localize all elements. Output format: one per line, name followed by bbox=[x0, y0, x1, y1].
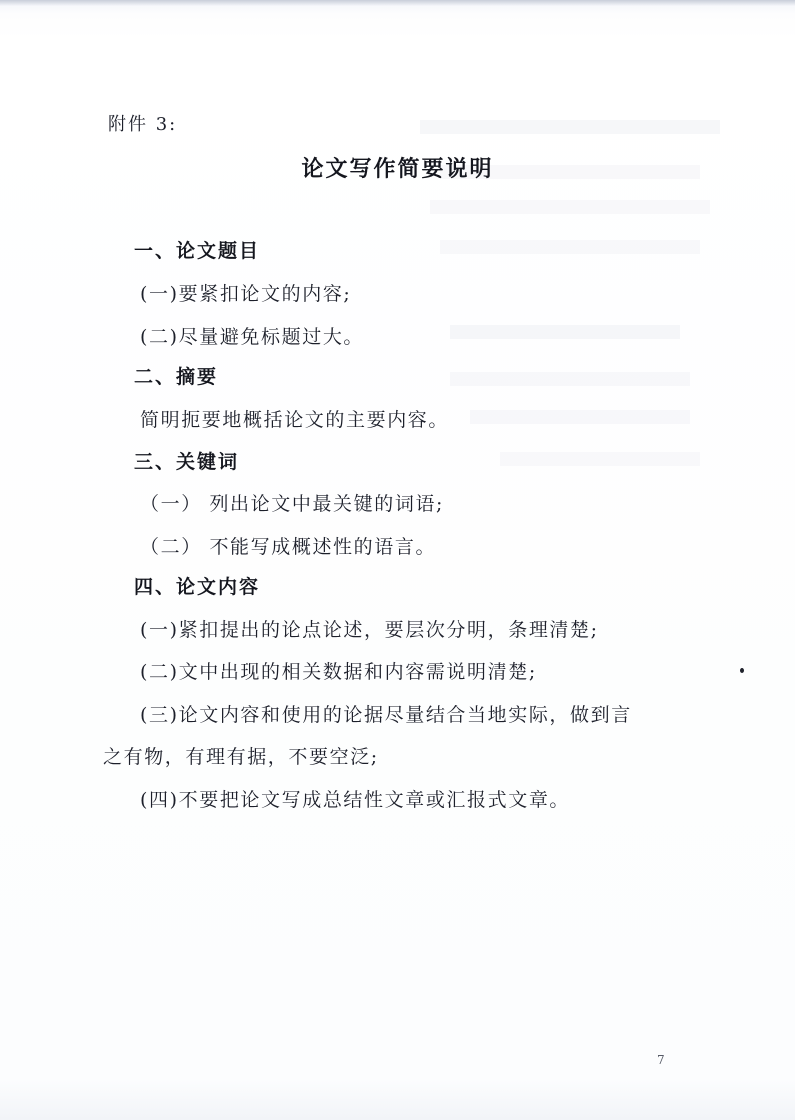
section-line: (二)文中出现的相关数据和内容需说明清楚; bbox=[140, 661, 537, 683]
section-heading: 一、论文题目 bbox=[134, 240, 261, 262]
section-line: (一)紧扣提出的论点论述，要层次分明，条理清楚; bbox=[140, 619, 599, 641]
section-line: (一)要紧扣论文的内容; bbox=[140, 283, 352, 305]
attachment-label: 附件 3: bbox=[108, 114, 178, 135]
section-line: 简明扼要地概括论文的主要内容。 bbox=[140, 409, 450, 431]
bleed-through-shadow bbox=[430, 200, 710, 214]
scan-top-edge bbox=[0, 0, 795, 6]
bleed-through-shadow bbox=[470, 410, 690, 424]
section-line: （二） 不能写成概述性的语言。 bbox=[140, 536, 437, 558]
section-heading: 四、论文内容 bbox=[134, 576, 261, 598]
section-heading: 三、关键词 bbox=[134, 451, 240, 473]
bleed-through-shadow bbox=[420, 120, 720, 134]
page-number: 7 bbox=[657, 1053, 665, 1067]
section-line: 之有物，有理有据，不要空泛; bbox=[103, 746, 379, 768]
bleed-through-shadow bbox=[450, 325, 680, 339]
section-line: （一） 列出论文中最关键的词语; bbox=[140, 493, 445, 515]
document-title: 论文写作简要说明 bbox=[301, 157, 494, 182]
bleed-through-shadow bbox=[450, 372, 690, 386]
section-line: (三)论文内容和使用的论据尽量结合当地实际，做到言 bbox=[140, 704, 632, 726]
bleed-through-shadow bbox=[500, 452, 700, 466]
section-line: (四)不要把论文写成总结性文章或汇报式文章。 bbox=[140, 789, 571, 811]
section-heading: 二、摘要 bbox=[134, 366, 219, 388]
bleed-through-shadow bbox=[440, 240, 700, 254]
section-line: (二)尽量避免标题过大。 bbox=[140, 326, 365, 348]
scan-speck bbox=[740, 668, 744, 673]
